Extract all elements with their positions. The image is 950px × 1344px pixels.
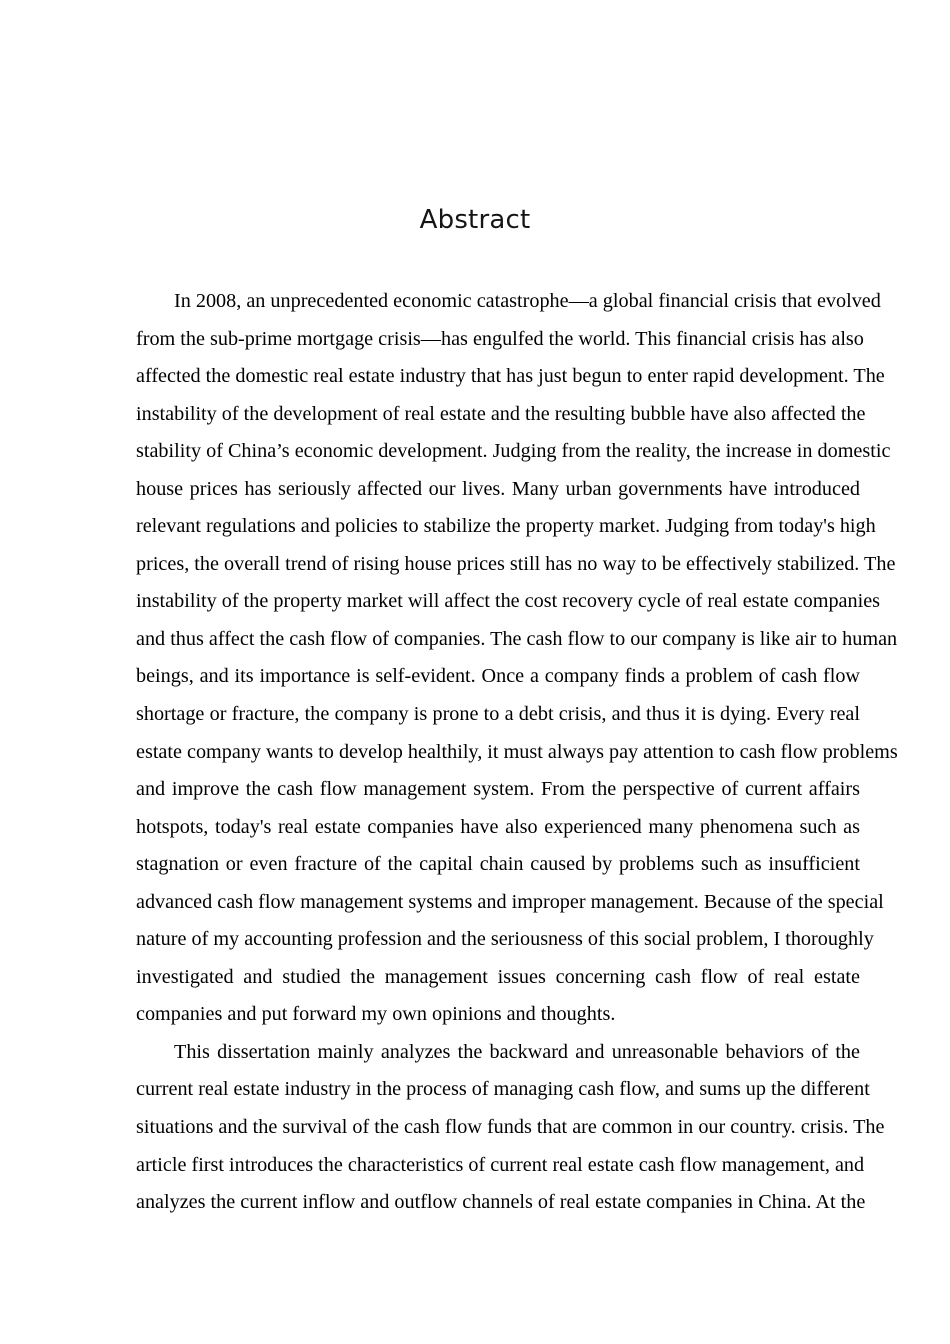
text-line: analyzes the current inflow and outflow channels of real estate companies in China. At the	[136, 1191, 866, 1214]
text-line: instability of the property market will affect the cost recovery cycle of real estate companies	[136, 590, 881, 613]
text-line: relevant regulations and policies to stabilize the property market. Judging from today's high	[136, 515, 876, 538]
text-line: In 2008, an unprecedented economic catastrophe—a global financial crisis that evolved	[174, 290, 881, 312]
page-title: Abstract	[419, 205, 531, 235]
text-line: companies and put forward my own opinions and thoughts.	[136, 1003, 616, 1026]
text-line: article first introduces the characteristics of current real estate cash flow management, and	[136, 1153, 865, 1176]
text-line: beings, and its importance is self-evident. Once a company finds a problem of cash flow	[136, 665, 860, 688]
text-line: affected the domestic real estate industry that has just begun to enter rapid development. The	[136, 365, 885, 388]
text-line: nature of my accounting profession and the seriousness of this social problem, I thoroughly	[136, 928, 874, 951]
text-line: and improve the cash flow management system. From the perspective of current affairs	[136, 778, 860, 801]
text-line: instability of the development of real estate and the resulting bubble have also affected the	[136, 402, 866, 425]
text-line: investigated and studied the management issues concerning cash flow of real estate	[136, 965, 860, 988]
text-line: This dissertation mainly analyzes the backward and unreasonable behaviors of the	[174, 1040, 860, 1063]
text-line: stagnation or even fracture of the capital chain caused by problems such as insufficient	[136, 853, 860, 876]
text-line: advanced cash flow management systems and improper management. Because of the special	[136, 890, 884, 913]
text-line: stability of China’s economic development. Judging from the reality, the increase in domestic	[136, 440, 891, 463]
text-line: house prices has seriously affected our lives. Many urban governments have introduced	[136, 477, 860, 500]
abstract-body	[136, 283, 898, 1222]
text-line: situations and the survival of the cash flow funds that are common in our country. crisis. The	[136, 1116, 885, 1139]
paragraph-2	[136, 1034, 885, 1222]
text-line: hotspots, today's real estate companies have also experienced many phenomena such as	[136, 815, 860, 838]
paragraph-1	[136, 283, 898, 1034]
text-line: prices, the overall trend of rising house prices still has no way to be effectively stabilized. The	[136, 552, 896, 575]
text-line: and thus affect the cash flow of companies. The cash flow to our company is like air to human	[136, 627, 898, 650]
text-line: current real estate industry in the process of managing cash flow, and sums up the different	[136, 1078, 870, 1101]
text-line: estate company wants to develop healthily, it must always pay attention to cash flow problems	[136, 740, 898, 763]
text-line: shortage or fracture, the company is prone to a debt crisis, and thus it is dying. Every real	[136, 703, 860, 726]
text-line: from the sub-prime mortgage crisis—has engulfed the world. This financial crisis has also	[136, 327, 864, 350]
